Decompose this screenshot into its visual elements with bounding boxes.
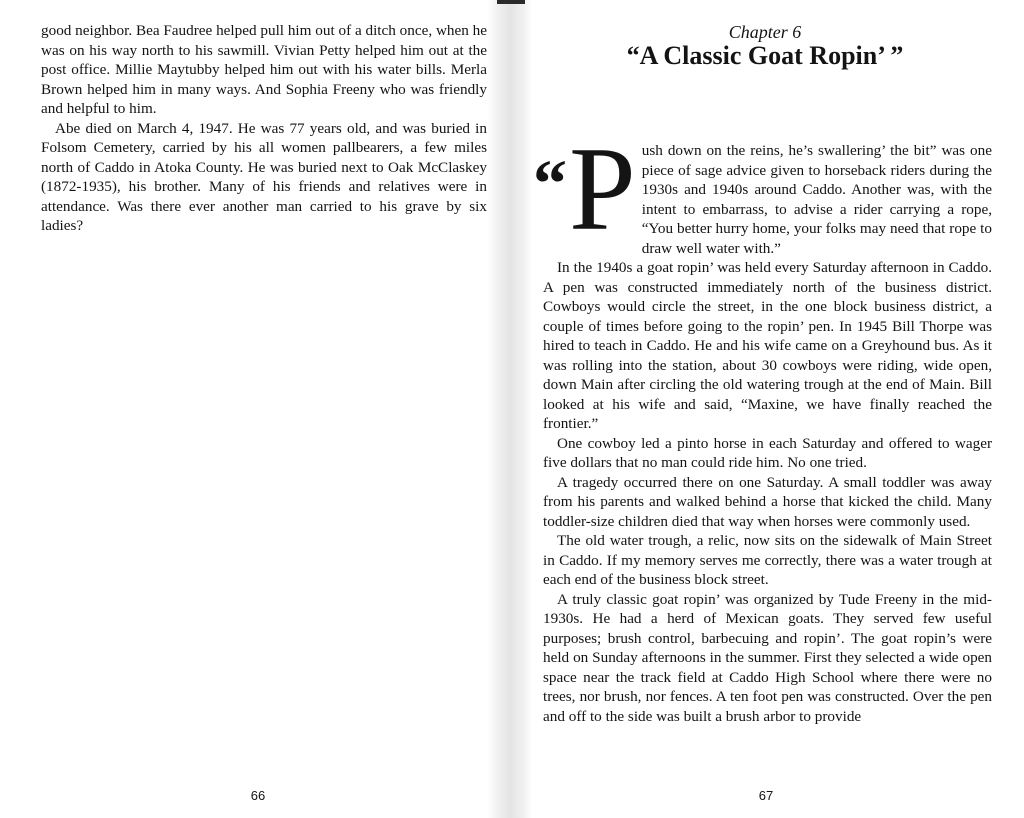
opening-paragraph: [533, 122, 992, 258]
paragraph: One cowboy led a pinto horse in each Saturday and offered to wager five dollars that no man could ride him. No one tried.: [543, 434, 992, 471]
left-page: [0, 0, 500, 818]
page-number: 67: [758, 788, 774, 803]
left-page-text: [41, 21, 487, 236]
right-page-text: [533, 122, 992, 726]
drop-cap: [533, 122, 636, 255]
right-page: [530, 0, 1024, 818]
drop-cap-quote: “: [533, 145, 565, 221]
book-spine-edge: [497, 0, 525, 4]
chapter-title: “A Classic Goat Ropin’ ”: [626, 41, 904, 70]
paragraph: The old water trough, a relic, now sits on the sidewalk of Main Street in Caddo. If my memory serves me correctly, there was a water trough at each end of the business block street.: [543, 532, 992, 588]
drop-cap-letter: P: [569, 122, 636, 255]
paragraph: A truly classic goat ropin’ was organized by Tude Freeny in the mid-1930s. He had a herd of Mexican goats. They served few useful purposes; brush control, barbecuing and ropin’. The goat ropin’s were held on Sunday afternoons in the summer. First they selected a wide open space near the track field at Caddo High School where there were no trees, nor brush, nor fences. A ten foot pen was constructed. Over the pen and off to the side was built a brush arbor to provide: [543, 590, 992, 725]
paragraph: Abe died on March 4, 1947. He was 77 years old, and was buried in Folsom Cemetery, carried by his all women pallbearers, a few miles north of Caddo in Atoka County. He was buried next to Oak McClaskey (1872-1935), his brother. Many of his friends and relatives were in attendance. Was there ever another man carried to his grave by six ladies?: [41, 119, 487, 234]
chapter-label: Chapter 6: [728, 22, 802, 42]
paragraph: good neighbor. Bea Faudree helped pull him out of a ditch once, when he was on his way north to his sawmill. Vivian Petty helped him out at the post office. Millie Maytubby helped him out with his water bills. Merla Brown helped him in many ways. And Sophia Freeny who was friendly and helpful to him.: [41, 22, 487, 117]
paragraph: A tragedy occurred there on one Saturday. A small toddler was away from his parents and walked behind a horse that kicked the child. Many toddler-size children died that way when horses were commonly used.: [543, 473, 992, 530]
opening-paragraph-text: ush down on the reins, he’s swallering’ the bit” was one piece of sage advice given to horseback riders during the 1930s and 1940s around Caddo. Another was, with the intent to embarrass, to advise a rider carrying a rope, “You better hurry home, your folks may need that rope to draw well water with.”: [641, 142, 992, 257]
page-number: 66: [250, 788, 266, 803]
paragraph: In the 1940s a goat ropin’ was held every Saturday afternoon in Caddo. A pen was constructed immediately north of the business district. Cowboys would circle the street, in the one block business district, a couple of times before going to the ropin’ pen. In 1945 Bill Thorpe was hired to teach in Caddo. He and his wife came on a Greyhound bus. As it was rolling into the station, about 30 cowboys were riding, wide open, down Main after circling the old watering trough at the end of Main. Bill looked at his wife and said, “Maxine, we have finally reached the frontier.”: [543, 259, 992, 432]
